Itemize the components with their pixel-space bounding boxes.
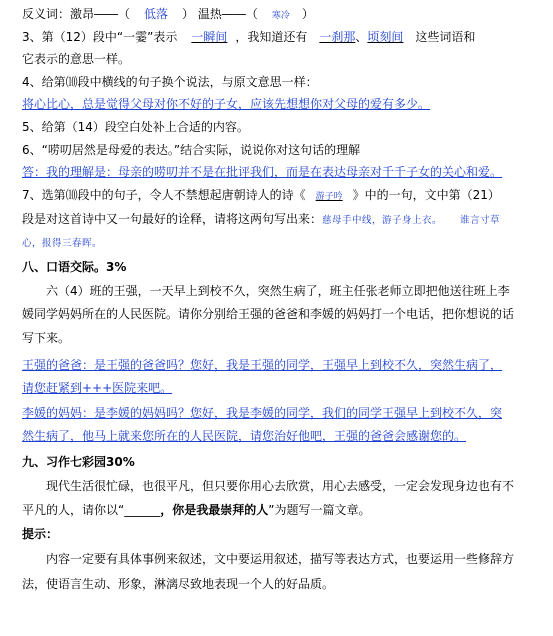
call-mom-line1: 李媛的妈妈：是李媛的妈妈吗？您好，我是李媛的同学，我们的同学王强早上到校不久，突 xyxy=(22,406,503,420)
section-8-heading: 八、口语交际。3% xyxy=(22,260,127,274)
section-9-title-phrase: ，你是我最崇拜的人 xyxy=(160,503,269,517)
q7-answer-2: 谁言寸草 xyxy=(460,215,501,226)
q7-line3 xyxy=(22,234,541,252)
q3-answer-3: 顷刻间 xyxy=(367,30,404,44)
call-dad-line2: 请您赶紧到+++医院来吧。 xyxy=(22,381,173,395)
section-8-para-line1: 六（4）班的王强，一天早上到校不久，突然生病了，班主任张老师立即把他送往班上李 xyxy=(46,284,510,298)
antonym-answer-1: 低落 xyxy=(144,7,169,21)
section-9-para-line2 xyxy=(22,502,541,518)
section-8-para-line2: 媛同学妈妈所在的人民医院。请你分别给王强的爸爸和李媛的妈妈打一个电话，把你想说的话 xyxy=(22,307,515,321)
section-8-para-line3: 写下来。 xyxy=(22,331,71,345)
tip-label: 提示： xyxy=(22,527,59,541)
q3-separator: 、 xyxy=(355,30,368,44)
antonym-mid: ） 温热――（ xyxy=(182,7,258,21)
call-dad-line1: 王强的爸爸：是王强的爸爸吗？您好，我是王强的同学，王强早上到校不久，突然生病了， xyxy=(22,358,503,372)
section-9-text-c: ”为题写一篇文章。 xyxy=(268,503,371,517)
q7-line2 xyxy=(22,211,541,229)
section-9-heading: 九、习作七彩园30% xyxy=(22,455,135,469)
q4-answer: 将心比心，总是觉得父母对你不好的子女，应该先想想你对父母的爱有多少。 xyxy=(22,97,431,111)
q3-text-b: ，我知道还有 xyxy=(235,30,308,44)
antonym-end: ） xyxy=(301,7,314,21)
q3-answer-1: 一瞬间 xyxy=(191,30,228,44)
q7-answer-1: 慈母手中线，游子身上衣。 xyxy=(322,215,443,226)
call-mom-line2: 然生病了，他马上就来您所在的人民医院，请您治好他吧，王强的爸爸会感谢您的。 xyxy=(22,429,467,443)
q6-answer: 答：我的理解是：母亲的唠叨并不是在批评我们，而是在表达母亲对千千子女的关心和爱。 xyxy=(22,165,503,179)
section-9-para-line1: 现代生活很忙碌，也很平凡，但只要你用心去欣赏，用心去感受，一定会发现身边也有不 xyxy=(46,479,515,493)
section-9-text-a: 平凡的人，请你以“ xyxy=(22,503,125,517)
tip-para-line2: 法，使语言生动、形象，淋漓尽致地表现一个人的好品质。 xyxy=(22,577,335,591)
antonym-answer-2: 寒冷 xyxy=(271,11,290,21)
q7-answer-3: 心，报得三春晖。 xyxy=(22,238,103,249)
q6-question: 6、“唠叨居然是母爱的表达。”结合实际，说说你对这句话的理解 xyxy=(22,143,361,157)
q3-text-c: 这些词语和 xyxy=(415,30,476,44)
q3-line1 xyxy=(22,29,541,45)
q7-text-b: 》中的一句，文中第（21） xyxy=(352,188,500,202)
q7-line1 xyxy=(22,187,541,205)
q7-text-c: 段是对这首诗中又一句最好的诠释，请将这两句写出来： xyxy=(22,212,323,226)
q4-question: 4、给第⑽段中横线的句子换个说法，与原文意思一样： xyxy=(22,75,318,89)
q7-text-a: 7、选第⑽段中的句子，令人不禁想起唐朝诗人的诗《 xyxy=(22,188,306,202)
antonym-label: 反义词：激昂――（ xyxy=(22,7,131,21)
q5-question: 5、给第（14）段空白处补上合适的内容。 xyxy=(22,120,249,134)
antonym-line xyxy=(22,6,541,24)
q3-answer-2: 一刹那 xyxy=(319,30,356,44)
tip-para-line1: 内容一定要有具体事例来叙述，文中要运用叙述，描写等表达方式，也要运用一些修辞方 xyxy=(46,552,515,566)
q3-line2: 它表示的意思一样。 xyxy=(22,52,131,66)
q3-text-a: 3、第（12）段中“一霎”表示 xyxy=(22,30,178,44)
q7-poem-title: 游子吟 xyxy=(315,192,343,202)
title-blank: ______ xyxy=(124,503,161,517)
